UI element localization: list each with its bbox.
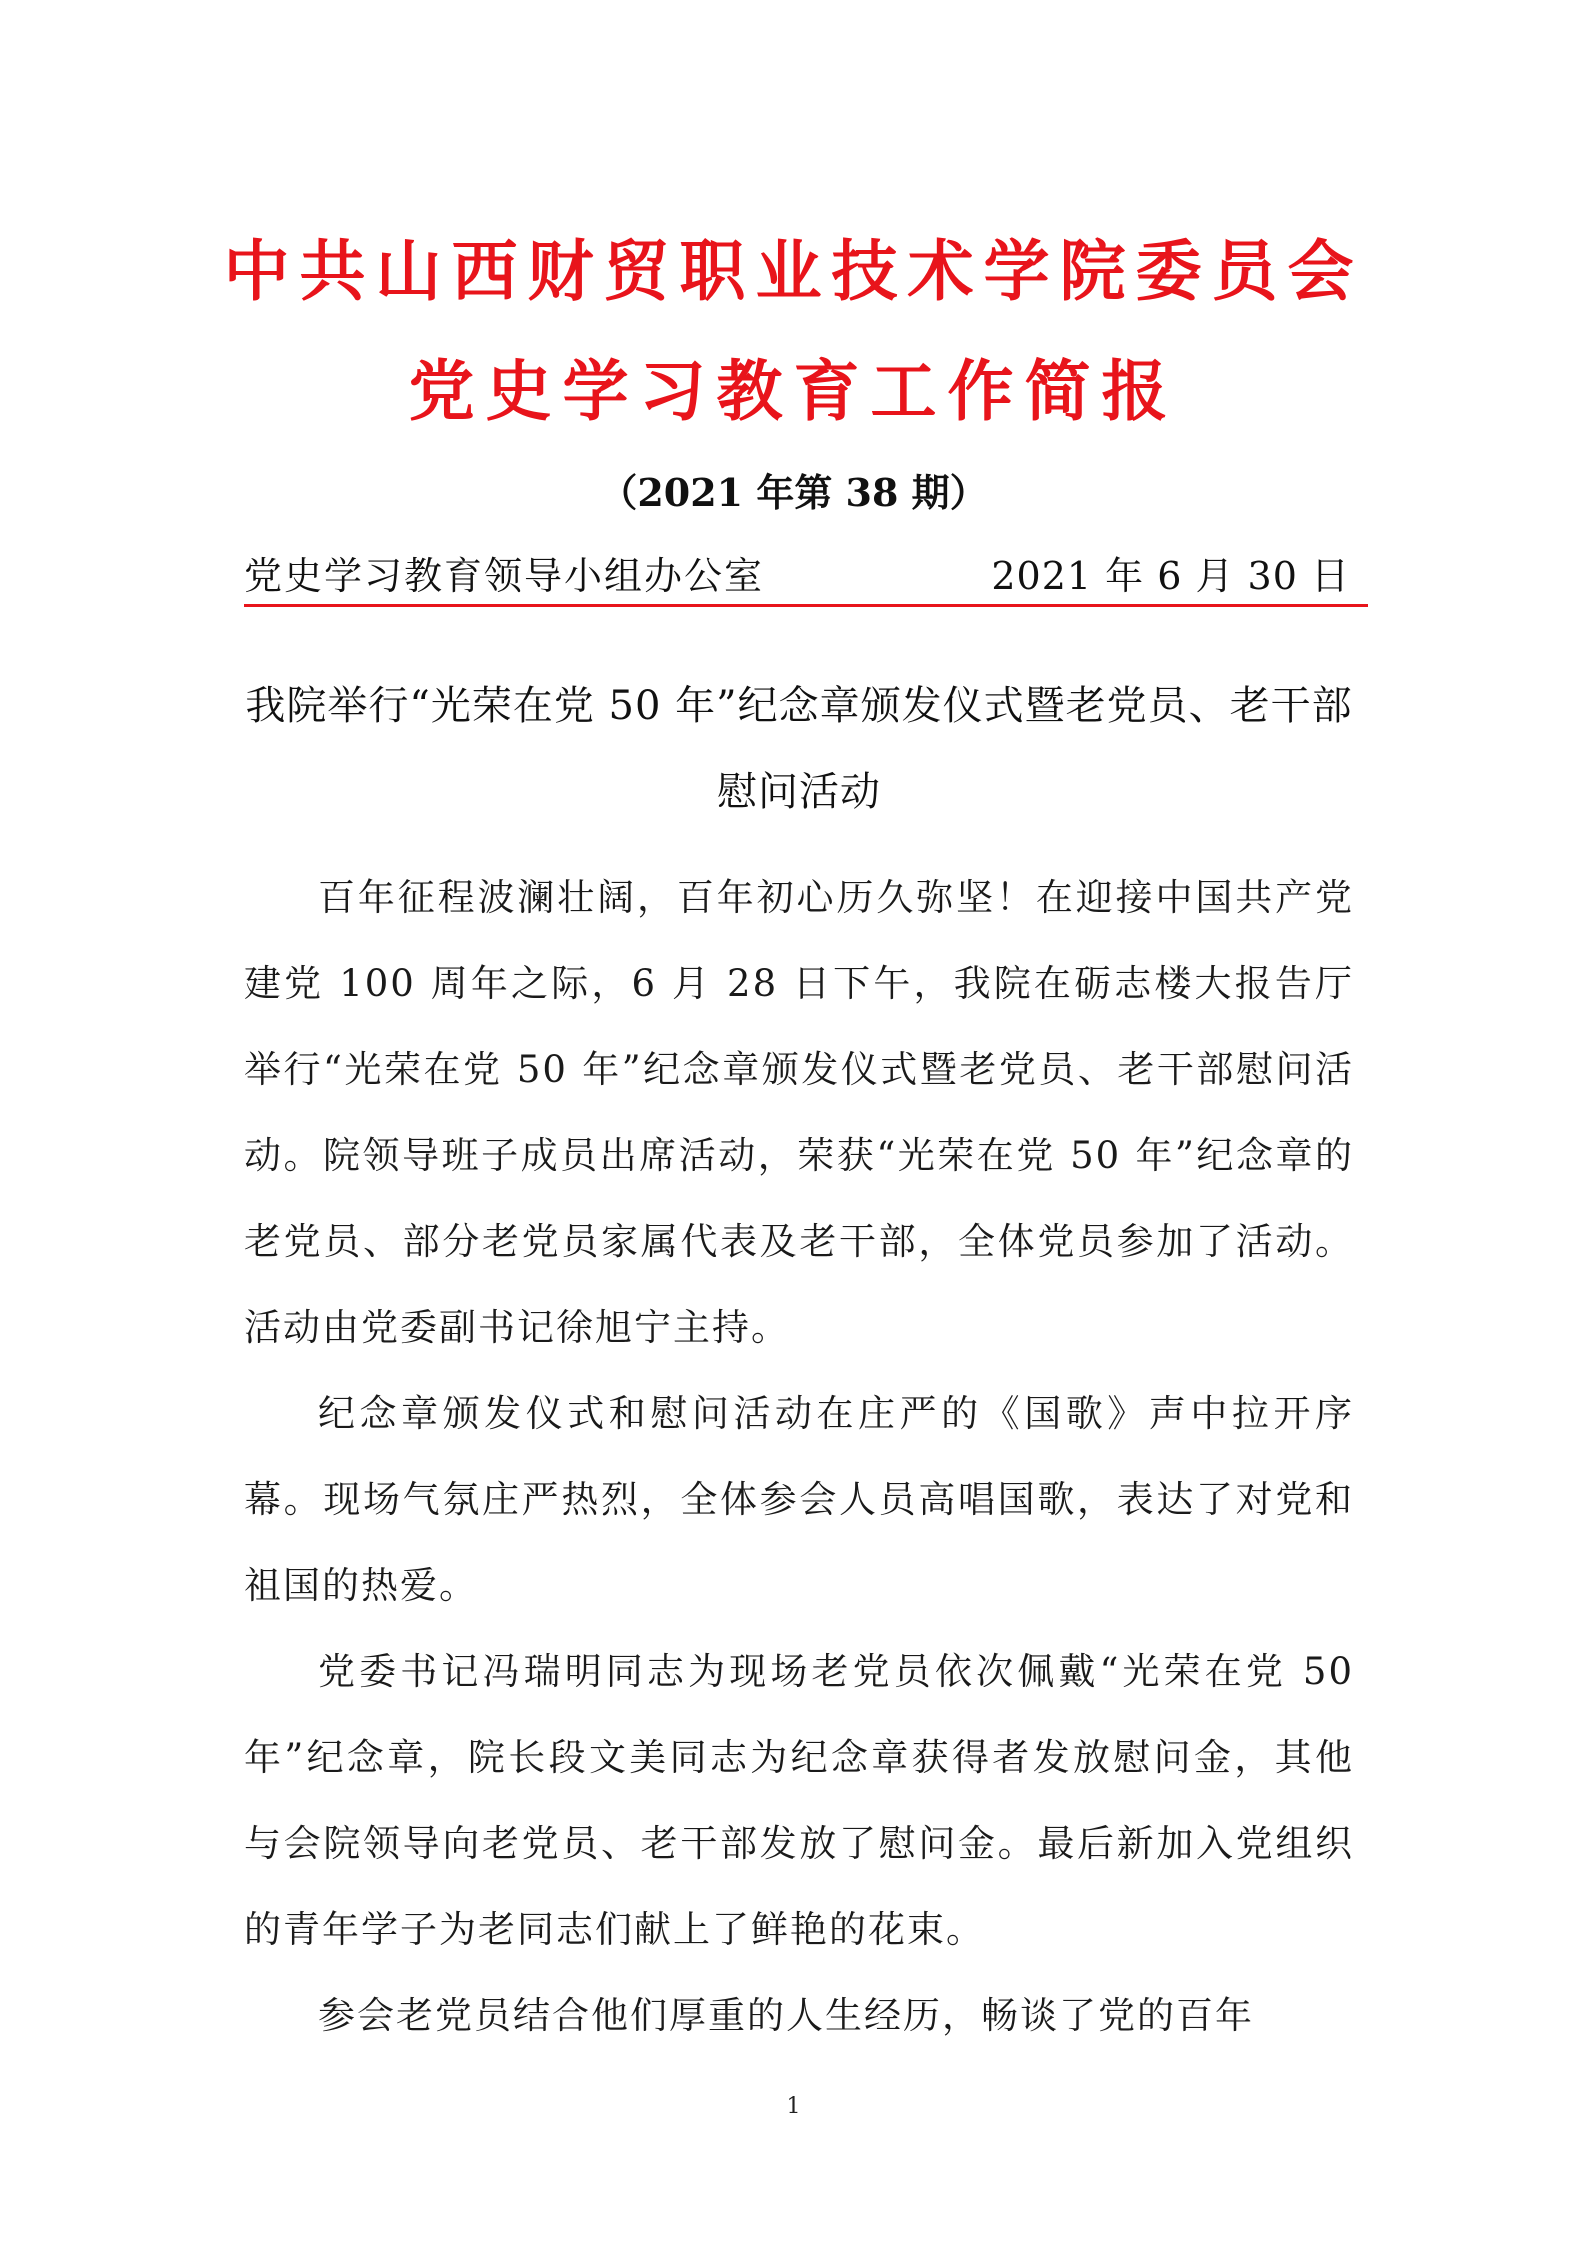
article-paragraph: 党委书记冯瑞明同志为现场老党员依次佩戴“光荣在党 50 年”纪念章，院长段文美同志为纪念章获得者发放慰问金，其他与会院领导向老党员、老干部发放了慰问金。最后新加入党组织的青年学子为老同志们献上了鲜艳的花束。 [244,1650,1354,1951]
page-number: 1 [786,2094,801,2119]
issuing-office: 党史学习教育领导小组办公室 [244,554,765,598]
article-body [244,855,1354,2059]
red-divider [244,604,1368,607]
issue-date: 2021 年 6 月 30 日 [991,554,1350,598]
masthead-title-line2: 党史学习教育工作简报 [408,352,1179,430]
article-paragraph: 参会老党员结合他们厚重的人生经历，畅谈了党的百年 [318,1994,1254,2037]
article-paragraph: 纪念章颁发仪式和慰问活动在庄严的《国歌》声中拉开序幕。现场气氛庄严热烈，全体参会人员高唱国歌，表达了对党和祖国的热爱。 [244,1392,1354,1607]
issuer-row [244,545,1350,598]
article-paragraph: 百年征程波澜壮阔，百年初心历久弥坚！在迎接中国共产党建党 100 周年之际，6 月 28 日下午，我院在砺志楼大报告厅举行“光荣在党 50 年”纪念章颁发仪式暨老党员、老干部慰问活动。院领导班子成员出席活动，荣获“光荣在党 50 年”纪念章的老党员、部分老党员家属代表及老干部，全体党员参加了活动。活动由党委副书记徐旭宁主持。 [244,876,1354,1349]
article-title: 我院举行“光荣在党 50 年”纪念章颁发仪式暨老党员、老干部慰问活动 [245,683,1353,815]
issue-number: （2021 年第 38 期） [599,470,988,515]
masthead-title-line1: 中共山西财贸职业技术学院委员会 [223,232,1364,310]
